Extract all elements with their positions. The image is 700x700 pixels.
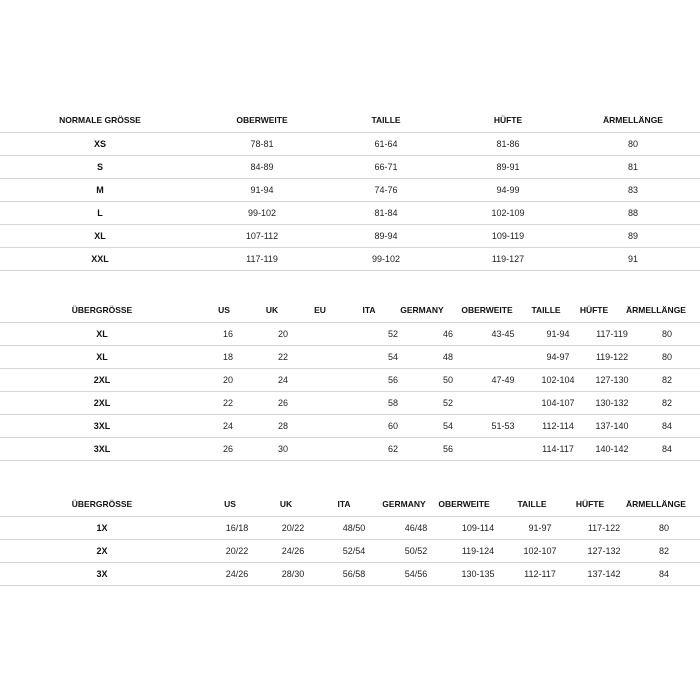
cell-uk: 20 [277,329,288,339]
table-row [0,369,700,392]
table-row [0,225,700,248]
cell-oberweite: 47-49 [491,375,515,385]
cell-taille: 89-94 [374,231,398,241]
size-table-plus-x [0,492,700,586]
cell-ita: 52/54 [342,546,366,556]
cell-armellange: 80 [661,352,672,362]
cell-uk: 28/30 [281,569,305,579]
column-header-hufte: HÜFTE [579,305,609,315]
column-header-taille: TAILLE [531,305,561,315]
cell-germany: 46 [442,329,453,339]
cell-us: 20 [222,375,233,385]
size-label: M [96,185,104,195]
cell-us: 22 [222,398,233,408]
cell-germany: 50 [442,375,453,385]
column-header-armellange: ÄRMELLÄNGE [603,115,663,125]
cell-germany: 54/56 [404,569,428,579]
cell-oberweite: 91-94 [250,185,274,195]
cell-us: 16 [222,329,233,339]
cell-ita: 52 [387,329,398,339]
cell-oberweite: 78-81 [250,139,274,149]
cell-eu [280,369,360,391]
cell-germany: 52 [442,398,453,408]
cell-taille: 112-114 [542,421,574,431]
size-table-plus [0,298,700,461]
cell-hufte: 94-99 [496,185,520,195]
column-header-oberweite: OBERWEITE [438,499,490,509]
cell-taille: 104-107 [541,398,575,408]
column-header-ita: ITA [337,499,351,509]
cell-ita: 56/58 [342,569,366,579]
cell-germany: 54 [442,421,453,431]
column-header-germany: GERMANY [400,305,444,315]
cell-hufte: 117-119 [596,329,628,339]
header-row [0,108,700,133]
cell-armellange: 83 [627,185,638,195]
column-header-armellange: ÄRMELLÄNGE [626,499,686,509]
cell-armellange: 89 [627,231,638,241]
cell-us: 20/22 [225,546,249,556]
cell-armellange: 81 [627,162,638,172]
size-label: XS [93,139,106,149]
cell-hufte: 127-132 [587,546,621,556]
cell-oberweite: 84-89 [250,162,274,172]
cell-eu [280,415,360,437]
cell-armellange: 91 [627,254,638,264]
column-header-uk: UK [265,305,279,315]
size-label: 2XL [93,398,111,408]
size-label: 3XL [93,444,111,454]
cell-hufte: 119-127 [491,254,525,264]
cell-ita: 56 [387,375,398,385]
cell-oberweite: 43-45 [491,329,515,339]
cell-uk: 28 [277,421,288,431]
cell-taille: 61-64 [374,139,398,149]
table-row [0,540,700,563]
cell-hufte: 109-119 [491,231,525,241]
column-header-ubergrosse: ÜBERGRÖSSE [71,305,133,315]
table-row [0,415,700,438]
cell-hufte: 89-91 [496,162,520,172]
cell-eu [280,392,360,414]
cell-ita: 58 [387,398,398,408]
cell-armellange: 82 [661,375,672,385]
column-header-uk: UK [279,499,293,509]
column-header-hufte: HÜFTE [575,499,605,509]
cell-hufte: 102-109 [491,208,525,218]
cell-uk: 26 [277,398,288,408]
table-row [0,517,700,540]
cell-us: 16/18 [225,523,249,533]
cell-armellange: 80 [661,329,672,339]
cell-germany: 46/48 [404,523,428,533]
column-header-eu: EU [314,305,326,315]
header-row [0,298,700,323]
cell-hufte: 127-130 [595,375,629,385]
cell-hufte: 119-122 [595,352,629,362]
cell-eu [280,438,360,460]
size-table-normal [0,108,700,271]
cell-oberweite: 99-102 [247,208,277,218]
cell-armellange: 82 [658,546,669,556]
table-row [0,346,700,369]
size-label: 2X [96,546,108,556]
cell-oberweite: 117-119 [246,254,278,264]
table-row [0,202,700,225]
table-row [0,323,700,346]
cell-armellange: 84 [661,421,672,431]
cell-oberweite: 107-112 [245,231,279,241]
column-header-germany: GERMANY [382,499,426,509]
column-header-ita: ITA [362,305,376,315]
cell-armellange: 88 [627,208,638,218]
cell-ita: 60 [387,421,398,431]
cell-eu [280,346,360,368]
cell-taille: 66-71 [374,162,398,172]
cell-oberweite: 130-135 [461,569,495,579]
cell-ita: 48/50 [342,523,366,533]
size-label: 3XL [93,421,111,431]
cell-uk: 22 [277,352,288,362]
cell-oberweite: 51-53 [491,421,515,431]
table-row [0,438,700,461]
table-row [0,248,700,271]
cell-taille: 74-76 [374,185,398,195]
cell-hufte: 140-142 [595,444,629,454]
column-header-us: US [224,499,236,509]
size-label: L [97,208,103,218]
size-label: 3X [96,569,108,579]
table-row [0,563,700,586]
column-header-oberweite: OBERWEITE [236,115,288,125]
table-row [0,179,700,202]
size-label: XL [96,329,108,339]
column-header-oberweite: OBERWEITE [461,305,513,315]
size-label: XXL [91,254,109,264]
column-header-hufte: HÜFTE [493,115,523,125]
cell-armellange: 80 [627,139,638,149]
table-row [0,392,700,415]
cell-oberweite: 119-124 [461,546,495,556]
size-label: XL [94,231,106,241]
cell-taille: 94-97 [546,352,570,362]
size-label: XL [96,352,108,362]
cell-uk: 24 [277,375,288,385]
cell-armellange: 84 [658,569,669,579]
column-header-us: US [218,305,230,315]
cell-ita: 62 [387,444,398,454]
cell-taille: 112-117 [524,569,556,579]
cell-armellange: 84 [661,444,672,454]
cell-hufte: 117-122 [587,523,621,533]
column-header-armellange: ÄRMELLÄNGE [626,305,686,315]
size-label: 1X [96,523,108,533]
column-header-normale-grosse: NORMALE GRÖSSE [59,115,141,125]
cell-us: 24/26 [225,569,249,579]
cell-taille: 91-97 [528,523,552,533]
cell-hufte: 81-86 [496,139,520,149]
cell-taille: 114-117 [542,444,574,454]
size-label: 2XL [93,375,111,385]
table-row [0,133,700,156]
cell-armellange: 82 [661,398,672,408]
cell-taille: 81-84 [374,208,398,218]
cell-taille: 102-104 [541,375,575,385]
cell-ita: 54 [387,352,398,362]
cell-germany: 56 [442,444,453,454]
cell-uk: 24/26 [281,546,305,556]
column-header-taille: TAILLE [517,499,547,509]
cell-taille: 91-94 [546,329,570,339]
cell-hufte: 137-140 [595,421,629,431]
size-label: S [96,162,103,172]
cell-us: 26 [222,444,233,454]
cell-uk: 20/22 [281,523,305,533]
column-header-taille: TAILLE [371,115,401,125]
table-row [0,156,700,179]
cell-hufte: 137-142 [587,569,621,579]
column-header-ubergrosse: ÜBERGRÖSSE [71,499,133,509]
cell-us: 18 [222,352,233,362]
cell-armellange: 80 [658,523,669,533]
cell-hufte: 130-132 [595,398,629,408]
cell-taille: 99-102 [371,254,401,264]
cell-taille: 102-107 [523,546,557,556]
cell-germany: 48 [442,352,453,362]
cell-us: 24 [222,421,233,431]
cell-eu [280,323,360,345]
cell-oberweite: 109-114 [461,523,495,533]
header-row [0,492,700,517]
cell-uk: 30 [277,444,288,454]
cell-germany: 50/52 [404,546,428,556]
